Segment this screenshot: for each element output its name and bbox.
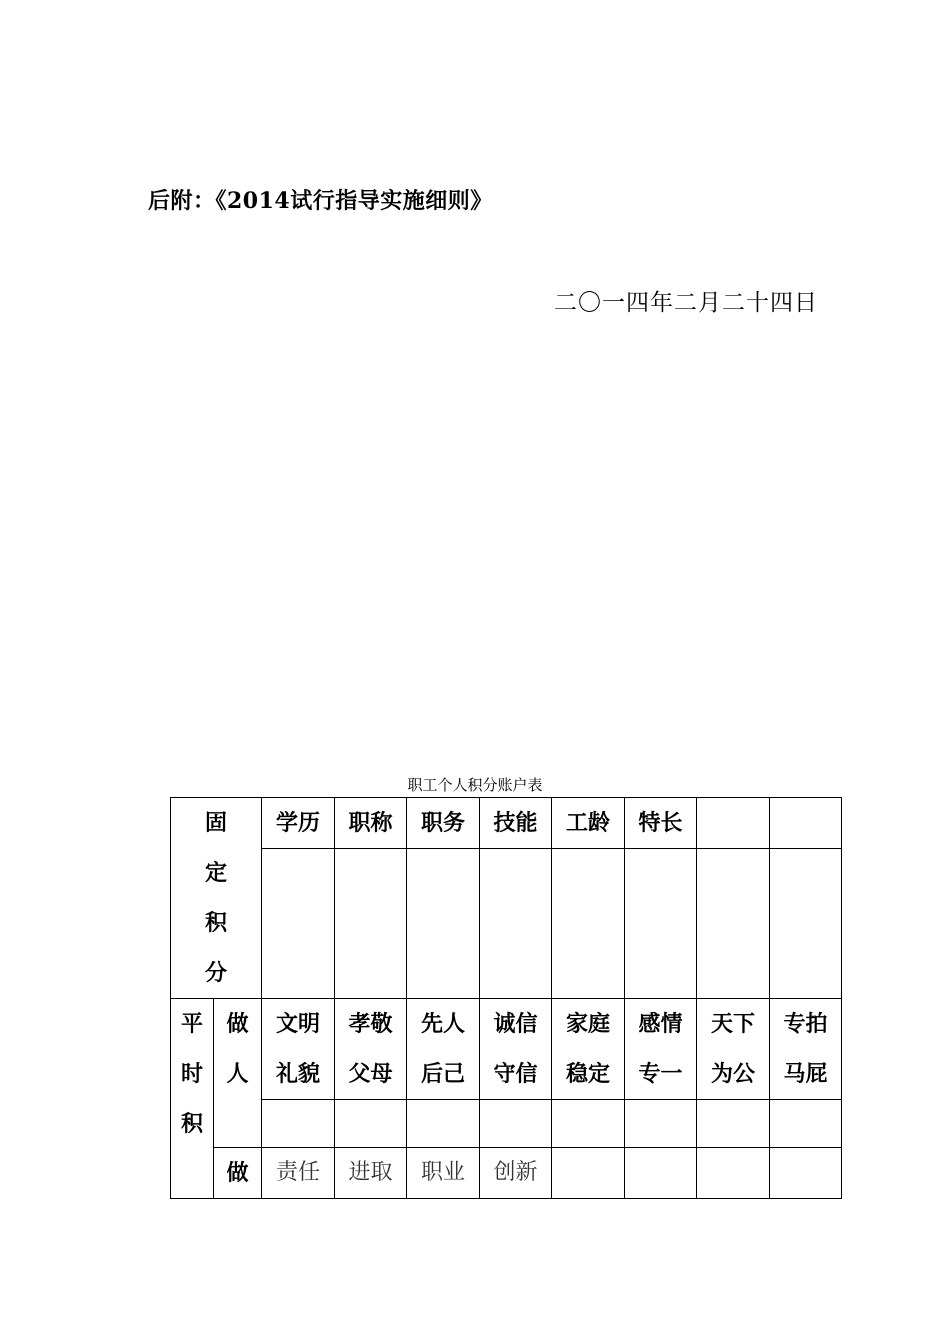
conduct-value-cell bbox=[552, 1100, 625, 1148]
header-skill: 技能 bbox=[480, 798, 552, 849]
fixed-value-cell bbox=[335, 849, 407, 999]
table-row bbox=[171, 1100, 842, 1148]
conduct-item: 家庭 稳定 bbox=[552, 999, 625, 1100]
conduct-value-cell bbox=[335, 1100, 407, 1148]
work-item: 进取 bbox=[335, 1148, 407, 1199]
conduct-value-cell bbox=[262, 1100, 335, 1148]
work-item: 创新 bbox=[480, 1148, 552, 1199]
fixed-value-cell bbox=[770, 849, 842, 999]
conduct-item: 诚信 守信 bbox=[480, 999, 552, 1100]
work-item bbox=[625, 1148, 697, 1199]
table-row bbox=[171, 849, 842, 999]
fixed-value-cell bbox=[480, 849, 552, 999]
document-date: 二〇一四年二月二十四日 bbox=[554, 290, 818, 316]
work-item bbox=[770, 1148, 842, 1199]
fixed-value-cell bbox=[625, 849, 697, 999]
header-education: 学历 bbox=[262, 798, 335, 849]
conduct-item: 文明 礼貌 bbox=[262, 999, 335, 1100]
header-position: 职务 bbox=[407, 798, 480, 849]
fixed-value-cell bbox=[262, 849, 335, 999]
header-title: 职称 bbox=[335, 798, 407, 849]
conduct-label: 做 人 bbox=[214, 999, 262, 1148]
conduct-item: 天下 为公 bbox=[697, 999, 770, 1100]
work-item: 责任 bbox=[262, 1148, 335, 1199]
work-item: 职业 bbox=[407, 1148, 480, 1199]
work-item bbox=[697, 1148, 770, 1199]
conduct-value-cell bbox=[407, 1100, 480, 1148]
conduct-value-cell bbox=[770, 1100, 842, 1148]
conduct-item: 孝敬 父母 bbox=[335, 999, 407, 1100]
fixed-value-cell bbox=[697, 849, 770, 999]
fixed-value-cell bbox=[552, 849, 625, 999]
table-row bbox=[171, 1148, 842, 1199]
fixed-points-label: 固 定 积 分 bbox=[171, 798, 262, 999]
conduct-value-cell bbox=[480, 1100, 552, 1148]
conduct-value-cell bbox=[625, 1100, 697, 1148]
header-blank-1 bbox=[697, 798, 770, 849]
header-blank-2 bbox=[770, 798, 842, 849]
table-caption: 职工个人积分账户表 bbox=[407, 776, 543, 794]
conduct-item: 专拍 马屁 bbox=[770, 999, 842, 1100]
table-row bbox=[171, 798, 842, 849]
header-seniority: 工龄 bbox=[552, 798, 625, 849]
work-label: 做 bbox=[214, 1148, 262, 1199]
header-specialty: 特长 bbox=[625, 798, 697, 849]
table-row bbox=[171, 999, 842, 1100]
attachment-note: 后附：《2014试行指导实施细则》 bbox=[148, 188, 493, 214]
conduct-value-cell bbox=[697, 1100, 770, 1148]
conduct-item: 感情 专一 bbox=[625, 999, 697, 1100]
fixed-value-cell bbox=[407, 849, 480, 999]
points-account-table bbox=[170, 797, 842, 1199]
work-item bbox=[552, 1148, 625, 1199]
usual-points-label: 平 时 积 bbox=[171, 999, 214, 1199]
conduct-item: 先人 后己 bbox=[407, 999, 480, 1100]
